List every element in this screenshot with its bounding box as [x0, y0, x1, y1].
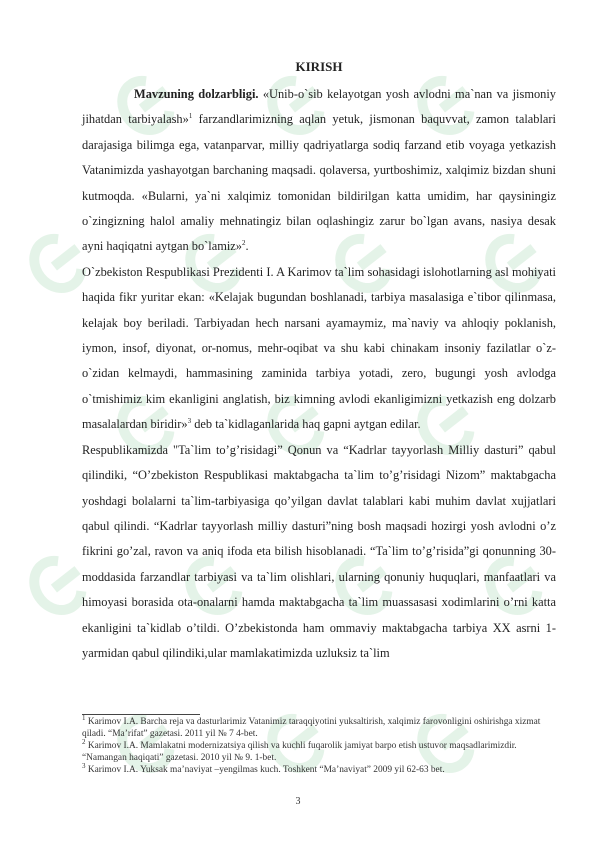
- footnote-text: Karimov I.A. Barcha reja va dasturlarimiz Vatanimiz taraqqiyotini yuksaltirish, xalqimiz farovonligini oshirishga xizmat qiladi. “Ma’rifat” gazetasi. 2011 yil № 7 4-bet.: [82, 717, 541, 740]
- paragraph-text: «Unib-o`sib kelayotgan yosh avlodni ma`nan va jismoniy jihatdan tarbiyalash»: [82, 87, 556, 127]
- paragraph-text: farzandlarimizning aqlan yetuk, jismonan baquvvat, zamon talablari darajasiga bilimga ega, vatanparvar, milliy qadriyatlarga sodiq farzand etib voyaga yetkazish Vatanimizda yashayotgan barchaning maqsadi. qolaversa, yurtboshimiz, xalqimiz bizdan shuni kutmoqda. «Bularni, ya`ni xalqimiz tomonidan bildirilgan katta umidim, har qaysiningiz o`zingizning halol amaliy mehnatingiz bilan oqlashingiz zarur bo`lgan avans, nasiya desak ayni haqiqatni aytgan bo`lamiz»: [82, 112, 556, 254]
- footnote-number: 1: [82, 713, 86, 722]
- footnotes: [82, 713, 556, 776]
- footnote-item: [82, 713, 556, 740]
- paragraph-law: Respublikamizda "Ta`lim to’g’risidagi” Qonun va “Kadrlar tayyorlash Milliy dasturi” qabul qilindiki, “O’zbekiston Respublikasi maktabgacha ta`lim to’g’risidagi Nizom” maktabgacha yoshdagi bolalarni ta`lim-tarbiyasiga qo’yilgan davlat talablari kabi muhim davlat xujjatlari qabul qilindi. “Kadrlar tayyorlash milliy dasturi”ning bosh maqsadi hozirgi yosh avlodni o’z fikrini go’zal, ravon va aniq ifoda eta bilish hisoblanadi. “Ta`lim to’g’risida”gi qonunning 30-moddasida farzandlar tarbiyasi va ta`lim olishlari, ularning qonuniy huquqlari, manfaatlari va himoyasi borasida ota-onalarni hamda maktabgacha ta`lim muassasasi xodimlarini o’rni katta ekanligini ta`kidlab o’tildi. O’zbekistonda ham ommaviy maktabgacha tarbiya XX asrni 1-yarmidan qabul qilindiki,ular mamlakatimizda uzluksiz ta`lim: [82, 442, 556, 660]
- main-text: [82, 58, 556, 666]
- footnote-item: [82, 764, 556, 776]
- page-title: KIRISH: [295, 59, 343, 74]
- footnote-ref: 1: [188, 112, 193, 121]
- footnote-text: Karimov I.A. Mamlakatni modernizatsiya qilish va kuchli fuqarolik jamiyat barpo etish ustuvor maqsadlarimizdir. “Namangan haqiqati” gazetasi. 2010 yil № 9. 1-bet.: [82, 741, 517, 764]
- footnote-ref: 2: [242, 239, 246, 248]
- footnote-number: 2: [82, 738, 86, 747]
- paragraph-president: [82, 260, 556, 438]
- paragraph-relevance: [82, 82, 556, 260]
- footnote-text: Karimov I.A. Yuksak ma’naviyat –yengilmas kuch. Toshkent “Ma’naviyat” 2009 yil 62-63 bet.: [85, 765, 445, 776]
- paragraph-text: .: [245, 239, 249, 254]
- footnote-divider: [82, 714, 200, 715]
- footnote-ref: 3: [187, 417, 192, 426]
- footnote-number: 3: [82, 762, 86, 771]
- paragraph-text: O`zbekiston Respublikasi Prezidenti I. A Karimov ta`lim sohasidagi islohotlarning asl mohiyati haqida fikr yuritar ekan: «Kelajak bugundan boshlanadi, tarbiya masalasiga e`tibor qilinmasa, kelajak boy beriladi. Tarbiyadan hech narsani ayamaymiz, ma`naviy va ahloqiy poklanish, iymon, insof, diyonat, or-nomus, mehr-oqibat va shu kabi chinakam insoniy fazilatlar o`z-o`zidan kelmaydi, hammasining zaminida tarbiya yotadi, zero, bugungi yosh avlodga o`tmishimiz kim ekanligini anglatish, biz kimning avlodi ekanligimizni yetkazish eng dolzarb masalalardan biridir»: [82, 264, 556, 432]
- section-lead: Mavzuning dolzarbligi.: [134, 87, 259, 101]
- page-number: 3: [295, 796, 301, 807]
- footnote-item: [82, 740, 556, 764]
- paragraph-text: deb ta`kidlaganlarida haq gapni aytgan edilar.: [191, 417, 421, 432]
